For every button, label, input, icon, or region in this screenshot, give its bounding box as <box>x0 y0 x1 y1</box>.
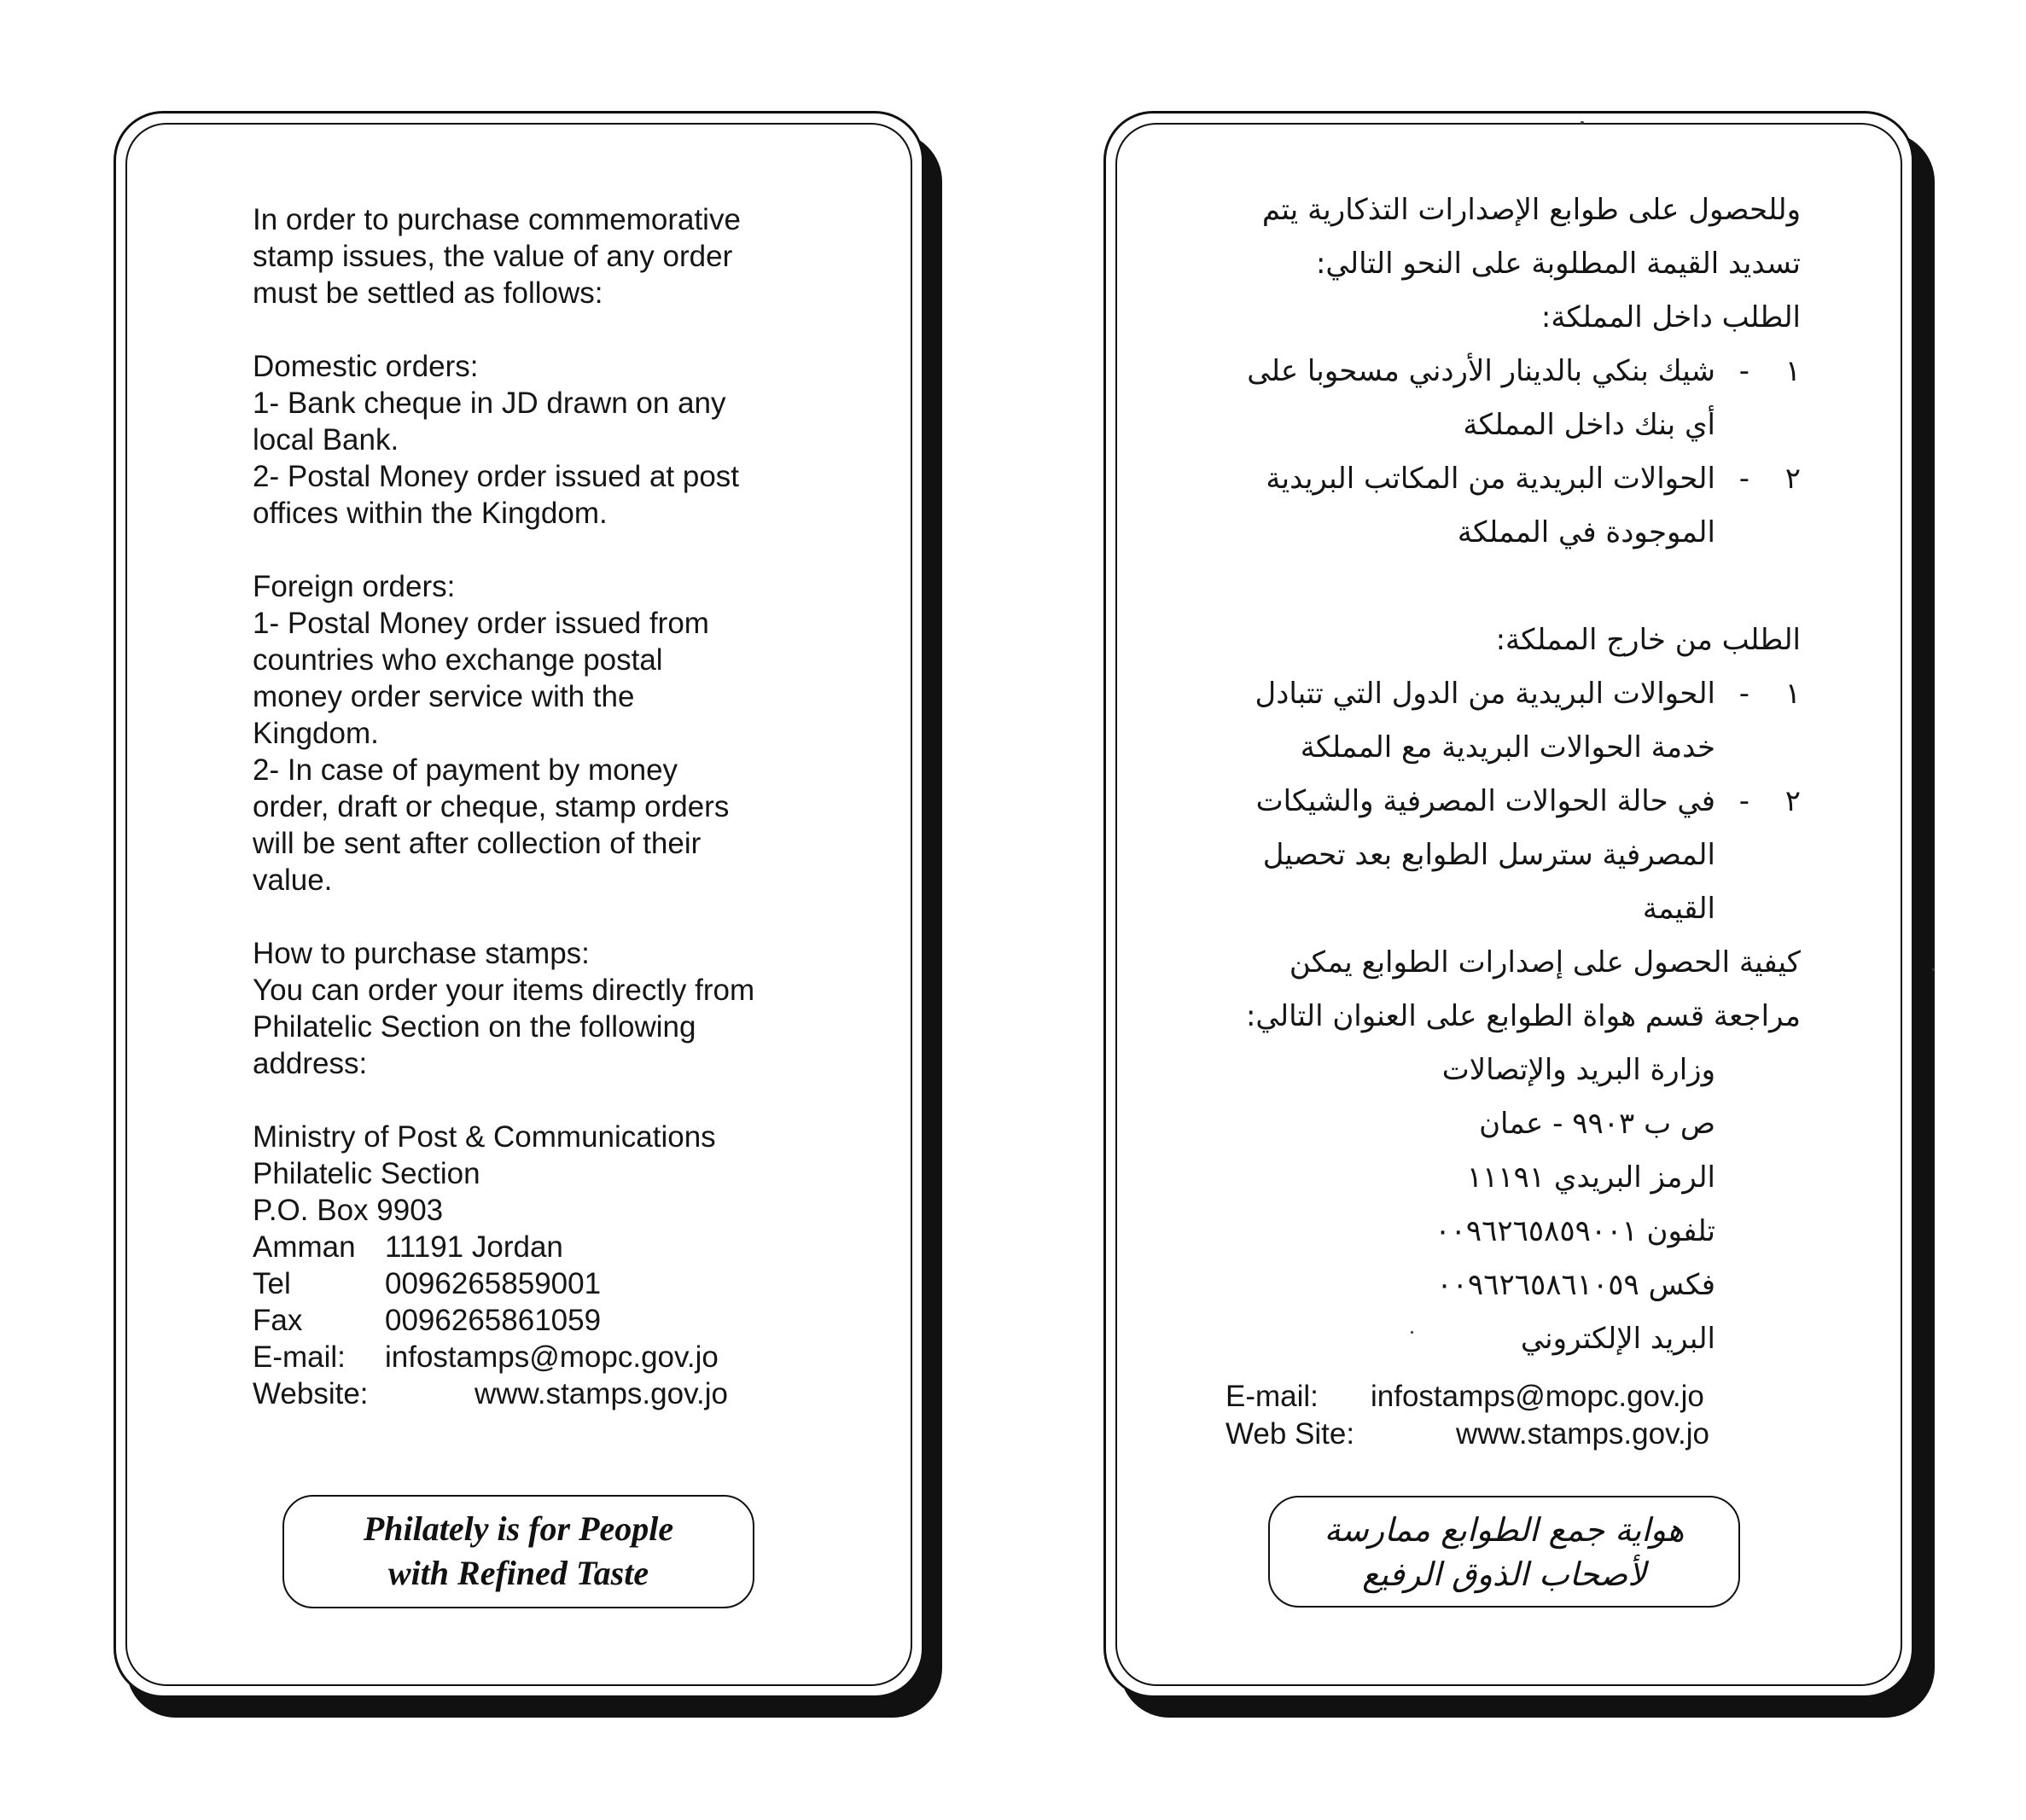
address-city-row <box>253 1229 754 1265</box>
intro-line: stamp issues, the value of any order <box>253 240 733 273</box>
foreign-line: 1- Postal Money order issued from <box>253 607 709 640</box>
ar-foreign-item-1 <box>1212 667 1801 775</box>
ar-motto-line: هواية جمع الطوابع ممارسة <box>1324 1511 1685 1549</box>
howto-line: You can order your items directly from <box>253 974 755 1007</box>
address-section: Philatelic Section <box>253 1157 480 1190</box>
arabic-text-block <box>1212 183 1801 1366</box>
ar-item-number: ١ <box>1784 354 1801 388</box>
email-link[interactable]: infostamps@mopc.gov.jo <box>385 1340 719 1374</box>
ar-address-line: تلفون ٠٠٩٦٢٦٥٨٥٩٠٠١ <box>1435 1214 1715 1248</box>
ar-item-number: ٢ <box>1784 462 1801 496</box>
intro-line: must be settled as follows: <box>253 276 603 310</box>
ar-foreign-heading: الطلب من خارج المملكة: <box>1495 623 1801 657</box>
ar-howto-line: مراجعة قسم هواة الطوابع على العنوان التالي: <box>1245 999 1801 1033</box>
email-label: E-mail: <box>1225 1380 1319 1413</box>
foreign-line: value. <box>253 863 333 897</box>
ar-address-line: الرمز البريدي ١١١٩١ <box>1466 1160 1715 1195</box>
ar-address-line: ص ب ٩٩٠٣ - عمان <box>1479 1107 1715 1141</box>
motto-line: with Refined Taste <box>387 1554 649 1592</box>
fax-value: 0096265861059 <box>385 1304 602 1337</box>
foreign-line: Kingdom. <box>253 717 379 750</box>
foreign-line: money order service with the <box>253 680 635 713</box>
domestic-line: local Bank. <box>253 423 399 456</box>
ar-item-line: شيك بنكي بالدينار الأردني مسحوبا على <box>1247 354 1715 388</box>
address-ministry: Ministry of Post & Communications <box>253 1120 716 1154</box>
foreign-line: countries who exchange postal <box>253 643 663 677</box>
ar-address-line: البريد الإلكتروني <box>1520 1322 1715 1356</box>
ar-item-line: الحوالات البريدية من الدول التي تتبادل <box>1255 677 1715 711</box>
scan-speck <box>1581 121 1584 125</box>
address-pobox: P.O. Box 9903 <box>253 1194 444 1227</box>
ar-item-line: الموجودة في المملكة <box>1457 515 1715 549</box>
ar-domestic-item-1 <box>1212 345 1801 452</box>
website-link[interactable]: www.stamps.gov.jo <box>1456 1417 1709 1451</box>
ar-item-dash: - <box>1738 784 1749 818</box>
ar-item-line: في حالة الحوالات المصرفية والشيكات <box>1255 784 1715 818</box>
arabic-panel-contact <box>1225 1378 1709 1453</box>
city-value: 11191 Jordan <box>385 1230 563 1264</box>
scan-speck <box>1932 968 1935 971</box>
foreign-line: 2- In case of payment by money <box>253 753 678 787</box>
motto-line: Philately is for People <box>363 1509 674 1548</box>
howto-heading: How to purchase stamps: <box>253 937 590 970</box>
domestic-line: offices within the Kingdom. <box>253 497 608 530</box>
ar-address-line: فكس ٠٠٩٦٢٦٥٨٦١٠٥٩ <box>1436 1268 1715 1302</box>
ar-item-dash: - <box>1738 677 1749 711</box>
foreign-line: order, draft or cheque, stamp orders <box>253 790 730 823</box>
ar-spacer <box>1212 560 1801 613</box>
ar-item-line: الحوالات البريدية من المكاتب البريدية <box>1266 462 1715 496</box>
howto-line: Philatelic Section on the following <box>253 1010 696 1044</box>
ar-foreign-item-2 <box>1212 775 1801 936</box>
ar-domestic-item-2 <box>1212 452 1801 560</box>
tel-row <box>253 1265 754 1302</box>
tel-label: Tel <box>253 1267 291 1300</box>
ar-item-dash: - <box>1738 462 1749 496</box>
english-text-block <box>253 201 754 1412</box>
arabic-motto-box <box>1268 1496 1740 1608</box>
email-row <box>253 1339 754 1375</box>
scan-speck <box>1411 1331 1413 1334</box>
ar-item-number: ٢ <box>1784 784 1801 818</box>
howto-line: address: <box>253 1047 368 1080</box>
ar-domestic-heading: الطلب داخل المملكة: <box>1540 300 1801 334</box>
domestic-line: 1- Bank cheque in JD drawn on any <box>253 387 726 420</box>
website-label: Web Site: <box>1225 1417 1355 1451</box>
website-row <box>253 1375 754 1412</box>
ar-item-line: القيمة <box>1642 892 1715 926</box>
ar-item-line: أي بنك داخل المملكة <box>1463 408 1715 442</box>
email-label: E-mail: <box>253 1340 346 1374</box>
city-label: Amman <box>253 1230 356 1264</box>
website-label: Website: <box>253 1377 369 1410</box>
fax-row <box>253 1302 754 1339</box>
website-link[interactable]: www.stamps.gov.jo <box>474 1377 728 1410</box>
domestic-heading: Domestic orders: <box>253 350 479 383</box>
ar-intro-line: تسديد القيمة المطلوبة على النحو التالي: <box>1315 247 1801 281</box>
email-link[interactable]: infostamps@mopc.gov.jo <box>1371 1380 1704 1413</box>
ar-intro-line: وللحصول على طوابع الإصدارات التذكارية يتم <box>1261 193 1801 227</box>
ar-item-line: المصرفية سترسل الطوابع بعد تحصيل <box>1262 838 1715 872</box>
intro-line: In order to purchase commemorative <box>253 203 741 236</box>
foreign-heading: Foreign orders: <box>253 570 456 603</box>
ar-motto-line: لأصحاب الذوق الرفيع <box>1362 1555 1646 1593</box>
ar-item-number: ١ <box>1784 677 1801 711</box>
domestic-line: 2- Postal Money order issued at post <box>253 460 740 493</box>
ar-howto-line: كيفية الحصول على إصدارات الطوابع يمكن <box>1289 945 1801 980</box>
fax-label: Fax <box>253 1304 303 1337</box>
ar-panel-email-row <box>1225 1378 1709 1416</box>
ar-panel-website-row <box>1225 1416 1709 1453</box>
ar-item-dash: - <box>1738 354 1749 388</box>
ar-address-line: وزارة البريد والإتصالات <box>1441 1053 1715 1087</box>
foreign-line: will be sent after collection of their <box>253 827 702 860</box>
tel-value: 0096265859001 <box>385 1267 602 1300</box>
english-motto-box <box>282 1495 754 1608</box>
ar-item-line: خدمة الحوالات البريدية مع المملكة <box>1300 730 1715 765</box>
